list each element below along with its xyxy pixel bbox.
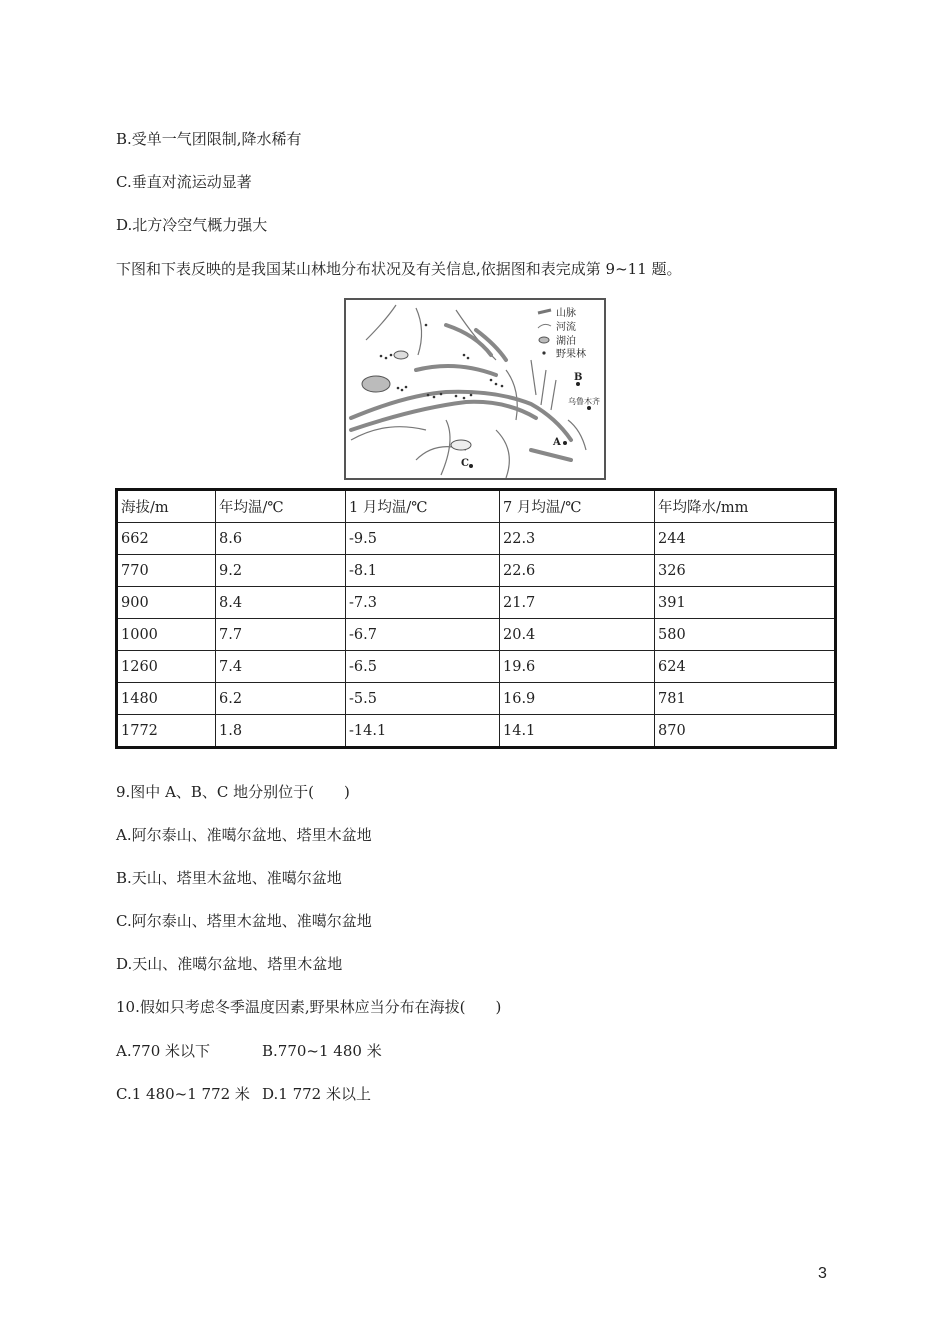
table-cell: 1772 <box>117 715 216 748</box>
table-cell: 22.3 <box>500 523 655 555</box>
climate-table <box>115 488 837 749</box>
label-b: B <box>574 372 583 383</box>
table-cell: 16.9 <box>500 683 655 715</box>
table-row <box>117 619 836 651</box>
question-intro: 下图和下表反映的是我国某山林地分布状况及有关信息,依据图和表完成第 9~11 题。 <box>116 260 682 278</box>
q10-option-b: B.770~1 480 米 <box>262 1042 382 1060</box>
table-header: 海拔/m <box>117 490 216 523</box>
label-urumqi: 乌鲁木齐 <box>568 397 600 406</box>
table-cell: 21.7 <box>500 587 655 619</box>
label-a: A <box>553 437 561 448</box>
table-header: 年均降水/mm <box>655 490 836 523</box>
table-cell: -5.5 <box>346 683 500 715</box>
table-row <box>117 715 836 748</box>
map-drawing <box>346 300 604 478</box>
legend-fruit-forest: 野果林 <box>556 349 586 360</box>
table-cell: 7.4 <box>216 651 346 683</box>
table-cell: 244 <box>655 523 836 555</box>
table-header: 7 月均温/℃ <box>500 490 655 523</box>
table-cell: -7.3 <box>346 587 500 619</box>
table-cell: 391 <box>655 587 836 619</box>
option-d-previous: D.北方冷空气概力强大 <box>116 216 268 234</box>
q10-stem: 10.假如只考虑冬季温度因素,野果林应当分布在海拔( ) <box>116 998 502 1016</box>
q10-option-d: D.1 772 米以上 <box>262 1085 371 1103</box>
table-cell: 7.7 <box>216 619 346 651</box>
table-cell: 14.1 <box>500 715 655 748</box>
table-cell: 6.2 <box>216 683 346 715</box>
table-cell: 1480 <box>117 683 216 715</box>
table-header: 1 月均温/℃ <box>346 490 500 523</box>
table-cell: 624 <box>655 651 836 683</box>
table-cell: 580 <box>655 619 836 651</box>
table-cell: -9.5 <box>346 523 500 555</box>
table-cell: 781 <box>655 683 836 715</box>
q10-option-c: C.1 480~1 772 米 <box>116 1085 250 1103</box>
table-cell: 20.4 <box>500 619 655 651</box>
table-row <box>117 683 836 715</box>
table-cell: 770 <box>117 555 216 587</box>
table-cell: -14.1 <box>346 715 500 748</box>
legend-river: 河流 <box>556 322 576 333</box>
table-cell: 870 <box>655 715 836 748</box>
legend-mountain: 山脉 <box>556 308 576 319</box>
map-legend <box>538 306 586 360</box>
table-cell: 8.6 <box>216 523 346 555</box>
table-row <box>117 651 836 683</box>
table-cell: 9.2 <box>216 555 346 587</box>
table-cell: 326 <box>655 555 836 587</box>
option-c-previous: C.垂直对流运动显著 <box>116 173 252 191</box>
page-number: 3 <box>818 1265 827 1282</box>
table-row <box>117 587 836 619</box>
q9-option-c: C.阿尔泰山、塔里木盆地、准噶尔盆地 <box>116 912 372 930</box>
table-row <box>117 555 836 587</box>
table-cell: 1260 <box>117 651 216 683</box>
forest-distribution-map <box>344 298 606 480</box>
table-cell: 22.6 <box>500 555 655 587</box>
table-cell: 900 <box>117 587 216 619</box>
label-c: C <box>461 458 469 469</box>
legend-lake: 湖泊 <box>556 336 576 347</box>
table-cell: -8.1 <box>346 555 500 587</box>
q9-option-b: B.天山、塔里木盆地、准噶尔盆地 <box>116 869 342 887</box>
table-header: 年均温/℃ <box>216 490 346 523</box>
table-cell: 1000 <box>117 619 216 651</box>
table-cell: 19.6 <box>500 651 655 683</box>
q9-option-d: D.天山、准噶尔盆地、塔里木盆地 <box>116 955 343 973</box>
q9-option-a: A.阿尔泰山、准噶尔盆地、塔里木盆地 <box>116 826 372 844</box>
table-header-row <box>117 490 836 523</box>
option-b-previous: B.受单一气团限制,降水稀有 <box>116 130 302 148</box>
table-cell: -6.5 <box>346 651 500 683</box>
table-cell: 8.4 <box>216 587 346 619</box>
q9-stem: 9.图中 A、B、C 地分别位于( ) <box>116 783 350 801</box>
q10-option-a: A.770 米以下 <box>116 1042 210 1060</box>
table-cell: -6.7 <box>346 619 500 651</box>
table-cell: 1.8 <box>216 715 346 748</box>
lake <box>362 376 390 392</box>
table-row <box>117 523 836 555</box>
table-cell: 662 <box>117 523 216 555</box>
